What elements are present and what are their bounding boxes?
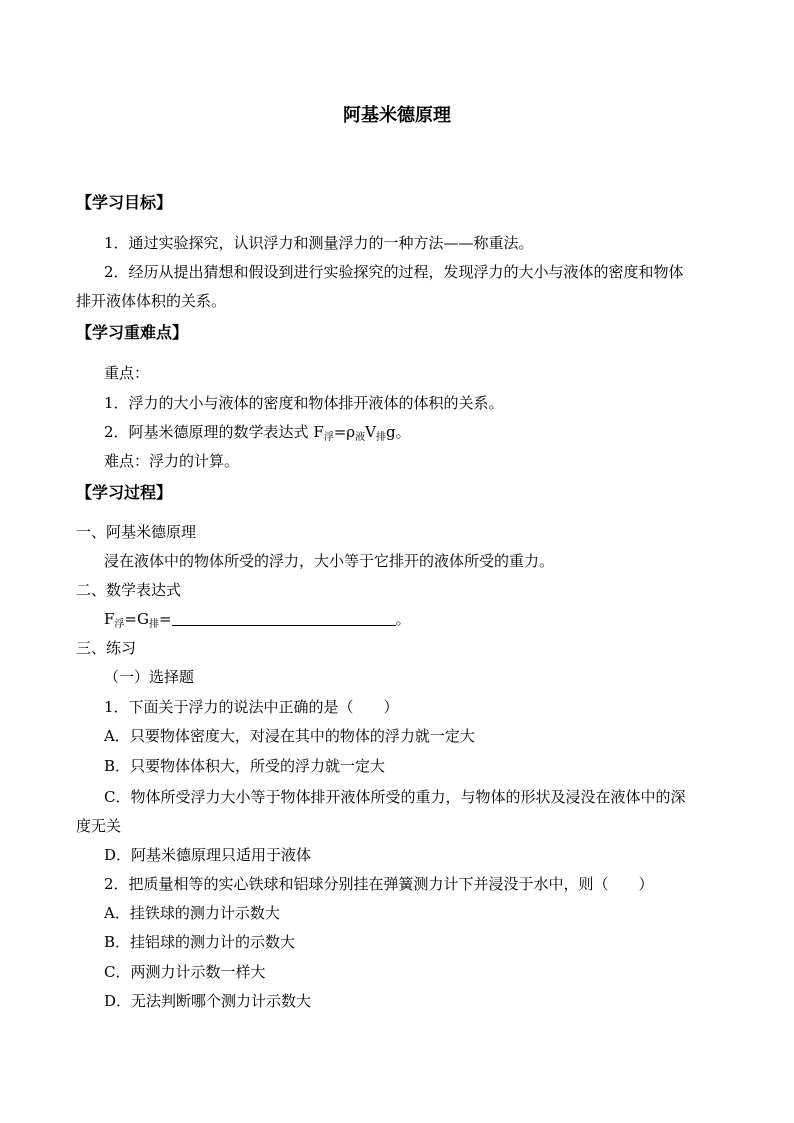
objective-2-line2: 排开液体体积的关系。 bbox=[76, 292, 227, 310]
question-2-option-b: B．挂铝球的测力计的示数大 bbox=[104, 933, 296, 951]
question-2-option-a: A．挂铁球的测力计示数大 bbox=[104, 904, 280, 922]
question-1-stem: 1．下面关于浮力的说法中正确的是（ ） bbox=[104, 698, 399, 716]
difficulty: 难点：浮力的计算。 bbox=[104, 452, 240, 470]
objective-1: 1．通过实验探究，认识浮力和测量浮力的一种方法——称重法。 bbox=[104, 234, 534, 252]
key-points-heading: 【学习重难点】 bbox=[76, 323, 189, 342]
subsection-title: （一）选择题 bbox=[104, 668, 195, 686]
section-1-text: 浸在液体中的物体所受的浮力，大小等于它排开的液体所受的重力。 bbox=[104, 552, 555, 570]
focus-point-1: 1．浮力的大小与液体的密度和物体排开液体的体积的关系。 bbox=[104, 394, 504, 412]
page-title: 阿基米德原理 bbox=[343, 105, 451, 126]
question-1-option-c-line1: C．物体所受浮力大小等于物体排开液体所受的重力，与物体的形状及浸没在液体中的深 bbox=[104, 788, 686, 806]
question-1-option-a: A．只要物体密度大，对浸在其中的物体的浮力就一定大 bbox=[104, 727, 475, 745]
focus-label: 重点： bbox=[104, 364, 150, 382]
question-2-option-c: C．两测力计示数一样大 bbox=[104, 963, 266, 981]
process-heading: 【学习过程】 bbox=[76, 483, 173, 502]
formula-line: $F_浮=G_排=$ 。 bbox=[104, 610, 411, 630]
question-1-option-c-line2: 度无关 bbox=[76, 817, 122, 835]
objectives-heading: 【学习目标】 bbox=[76, 193, 173, 212]
focus-point-2: 2．阿基米德原理的数学表达式 $F_浮=\rho_液V_排g$。 bbox=[104, 423, 411, 443]
section-2-title: 二、数学表达式 bbox=[76, 581, 182, 599]
question-1-option-b: B．只要物体体积大，所受的浮力就一定大 bbox=[104, 757, 386, 775]
objective-2-line1: 2．经历从提出猜想和假设到进行实验探究的过程，发现浮力的大小与液体的密度和物体 bbox=[104, 263, 684, 281]
answer-blank[interactable] bbox=[172, 611, 396, 626]
question-2-stem: 2．把质量相等的实心铁球和铝球分别挂在弹簧测力计下并浸没于水中，则（ ） bbox=[104, 875, 654, 893]
question-1-option-d: D．阿基米德原理只适用于液体 bbox=[104, 846, 312, 864]
question-2-option-d: D．无法判断哪个测力计示数大 bbox=[104, 992, 312, 1010]
section-3-title: 三、练习 bbox=[76, 639, 137, 657]
section-1-title: 一、阿基米德原理 bbox=[76, 523, 197, 541]
